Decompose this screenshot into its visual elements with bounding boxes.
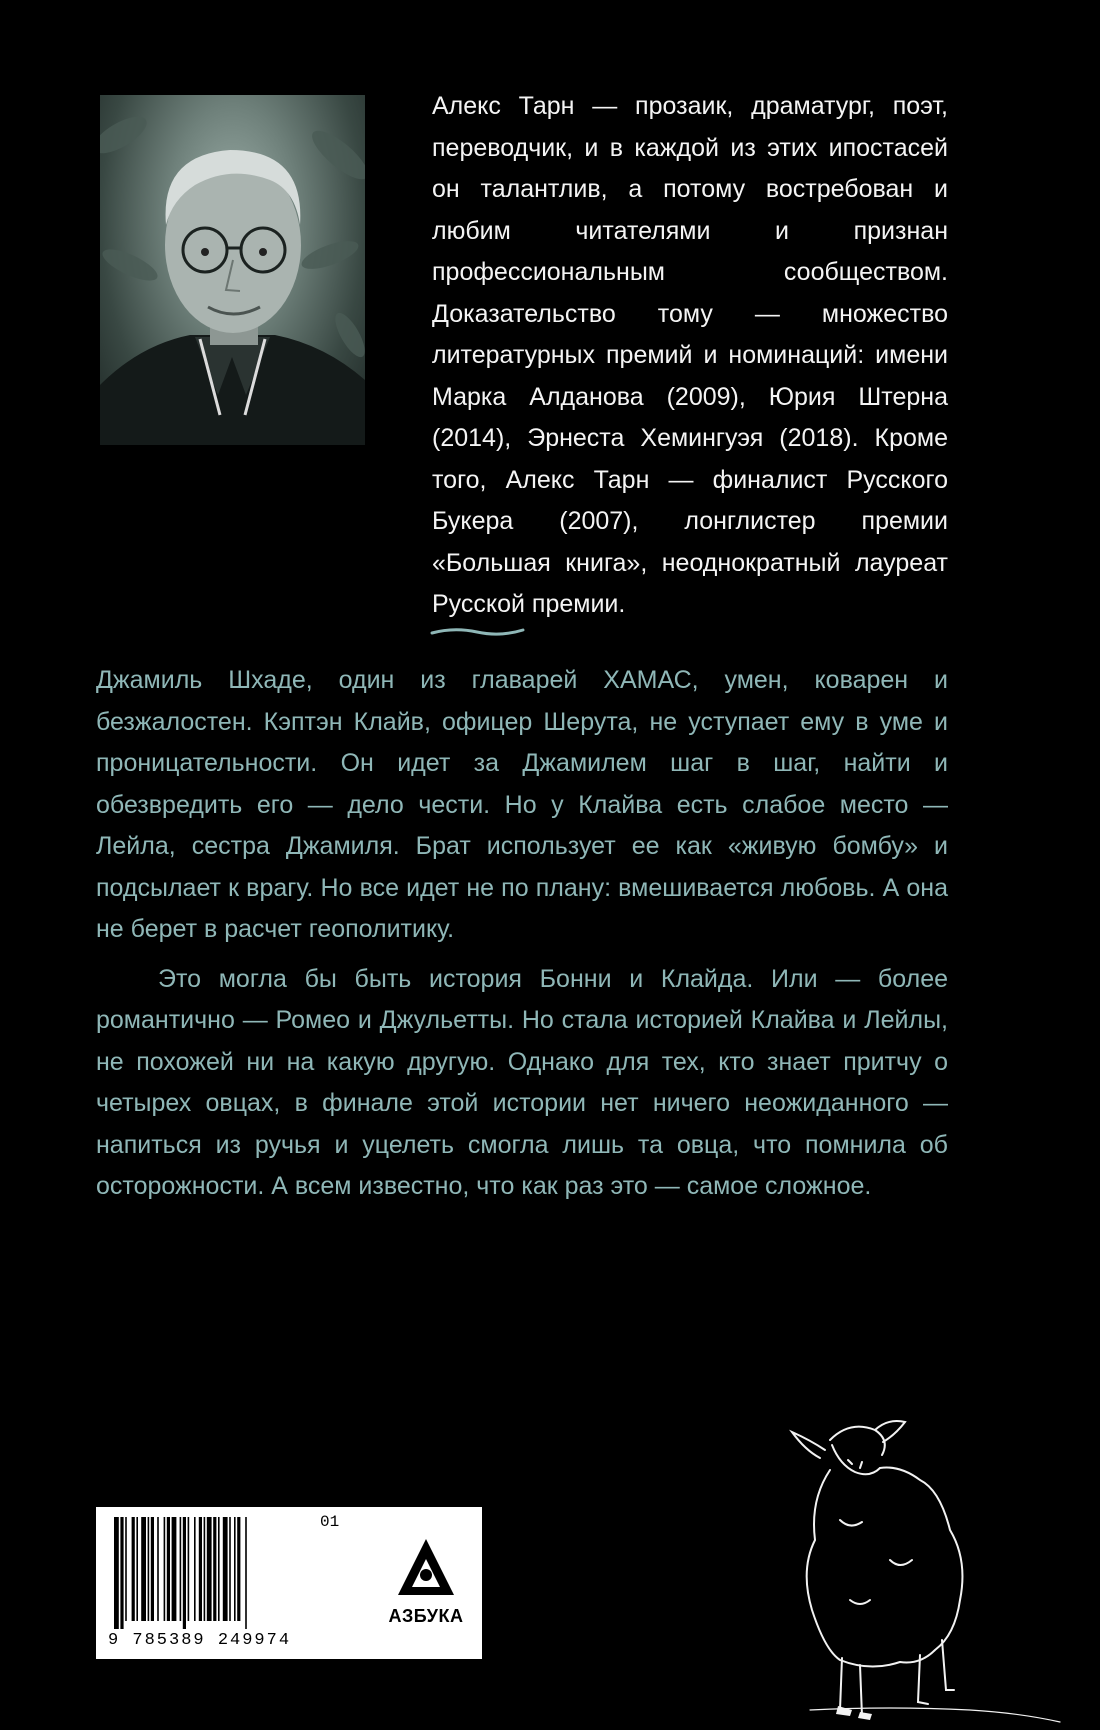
barcode-panel (96, 1507, 482, 1659)
description-paragraph: Это могла бы быть история Бонни и Клайда. Или — более романтично — Ромео и Джульетты. Но стала историей Клайва и Лейлы, не похожей ни на какую другую. Однако для тех, кто знает притчу о четырех овцах, в финале этой истории нет ничего неожиданного — напиться из ручья и уцелеть смогла лишь та овца, что помнила об осторожности. А всем известно, что как раз это — самое сложное. (96, 964, 948, 1200)
sheep-drawing-icon (770, 1410, 1070, 1730)
barcode-digits: 9 785389 249974 (108, 1631, 292, 1650)
author-photo (100, 95, 365, 445)
azbuka-logo-icon (396, 1537, 456, 1599)
wave-divider-icon (430, 625, 525, 639)
publisher-name: АЗБУКА (388, 1606, 464, 1626)
barcode-icon (114, 1517, 314, 1629)
description-paragraph: Джамиль Шхаде, один из главарей ХАМАС, умен, коварен и безжалостен. Кэптэн Клайв, офицер Шерута, не уступает ему в уме и проницательности. Он идет за Джамилем шаг в шаг, найти и обезвредить его — дело чести. Но у Клайва есть слабое место — Лейла, сестра Джамиля. Брат использует ее как «живую бомбу» и подсылает к врагу. Но все идет не по плану: вмешивается любовь. А она не берет в расчет геополитику. (96, 666, 948, 943)
publisher-logo (381, 1537, 471, 1627)
barcode-addon: 01 (320, 1513, 340, 1531)
author-portrait-icon (100, 95, 365, 445)
author-bio: Алекс Тарн — прозаик, драматург, поэт, переводчик, и в каждой из этих ипостасей он талантлив, а потому востребован и любим читателями и признан профессиональным сообществом. Доказательство тому — множество литературных премий и номинаций: имени Марка Алданова (2009), Юрия Штерна (2014), Эрнеста Хемингуэя (2018). Кроме того, Алекс Тарн — финалист Русского Букера (2007), лонглистер премии «Большая книга», неоднократный лауреат Русской премии. (432, 92, 948, 618)
book-description (96, 660, 948, 1216)
